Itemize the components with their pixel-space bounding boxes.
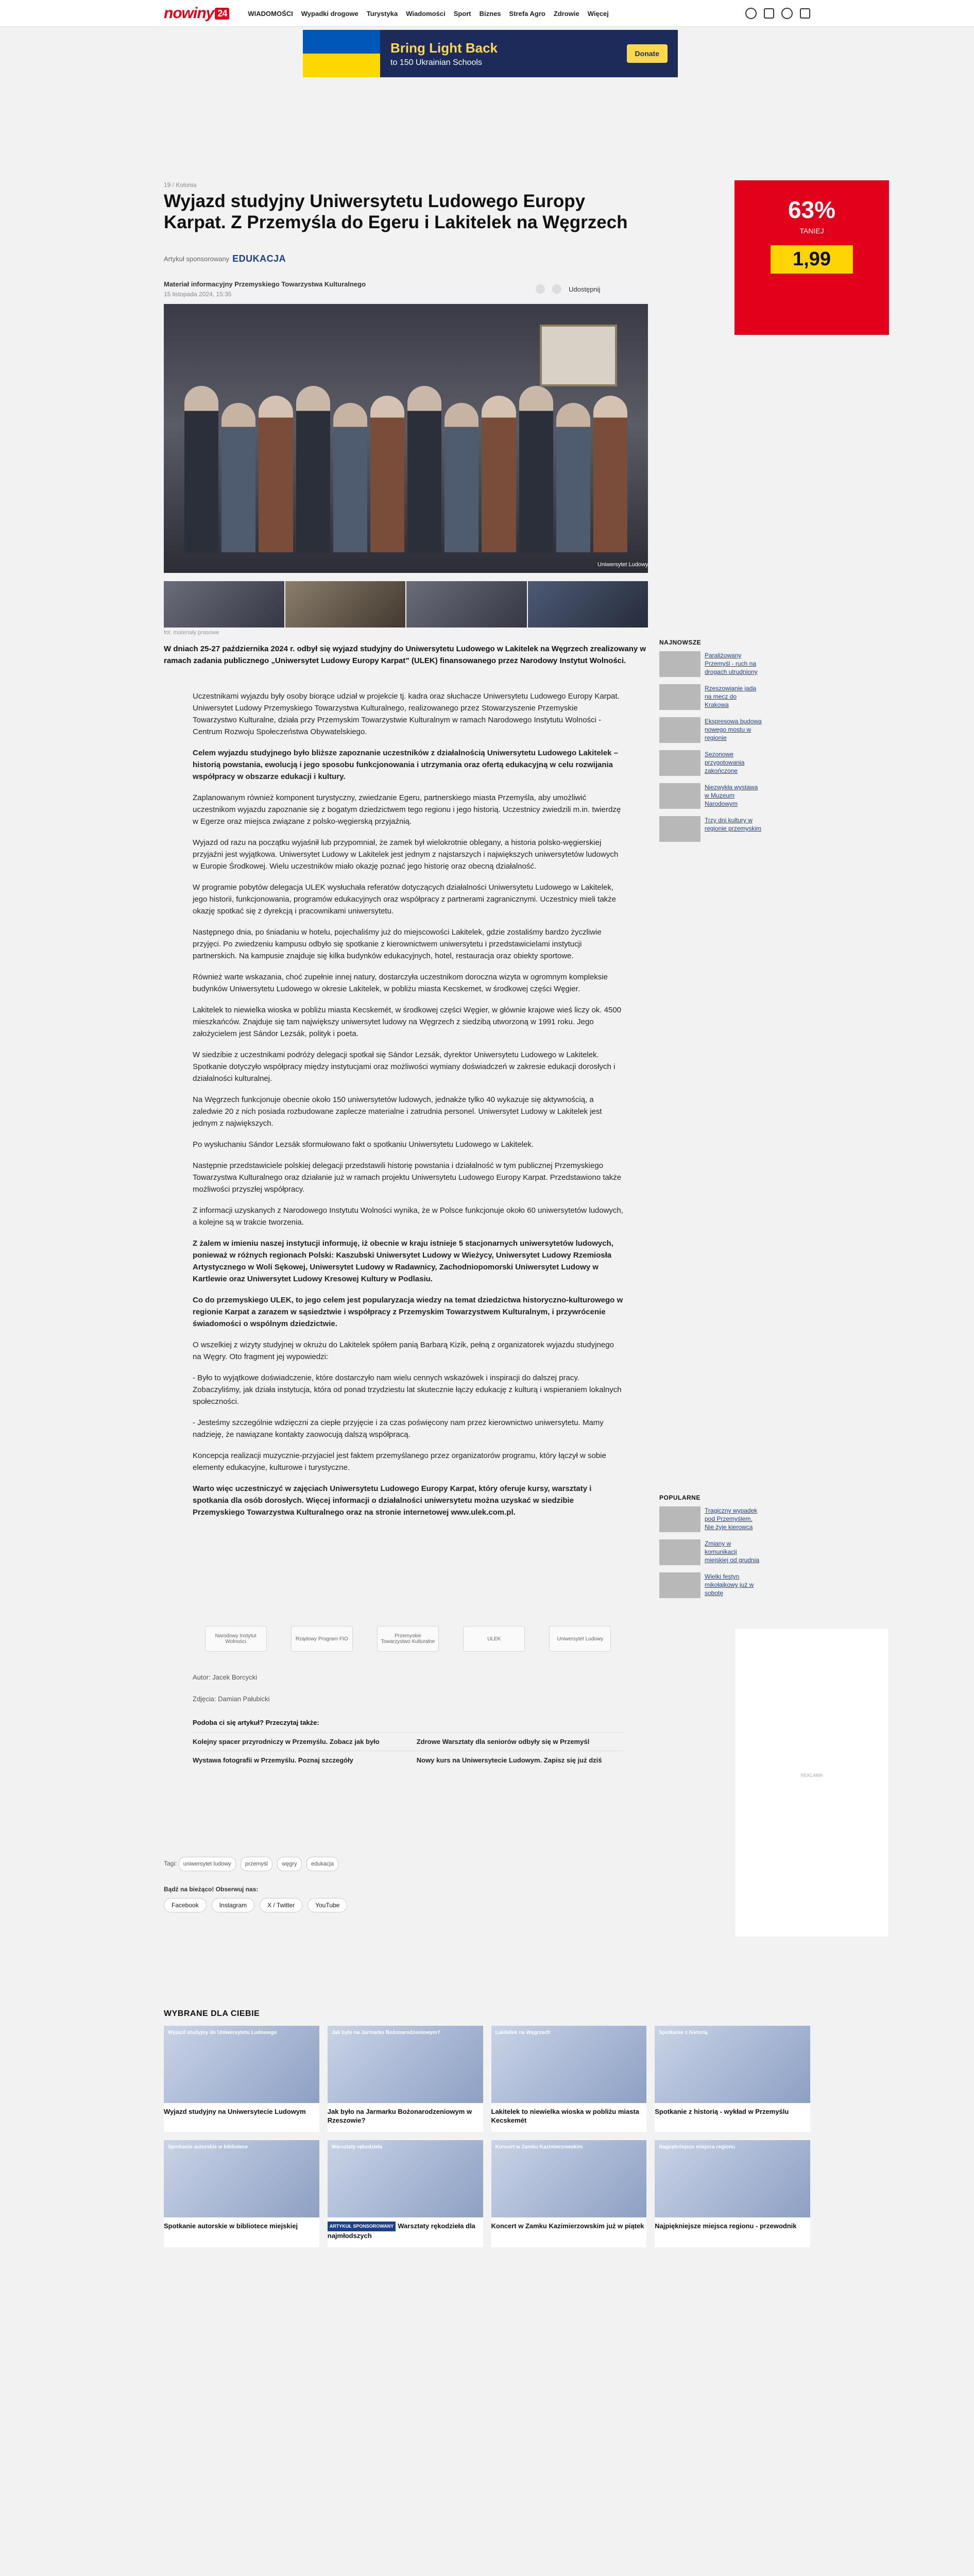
nav-item[interactable]: Sport	[453, 9, 471, 18]
nav-item[interactable]: Biznes	[479, 9, 501, 18]
partner-logo: Przemyskie Towarzystwo Kulturalne	[377, 1626, 439, 1652]
person-figure	[556, 403, 590, 552]
twitter-button[interactable]: X / Twitter	[260, 1898, 302, 1912]
paragraph: Zaplanowanym również komponent turystyczny, zwiedzanie Egeru, partnerskiego miasta Przemyśla, aby umożliwić uczestnikom wyjazdu zapoznanie się z bogatym dziedzictwem tego regionu i jego historią. Uczestnicy zwiedzili m.in. twierdzę w Egerze oraz miejsca związane z polsko-węgierską przyjaźnią.	[193, 793, 621, 826]
photo-credit: Zdjęcia: Damian Pałubicki	[193, 1695, 270, 1703]
gallery-thumbnail[interactable]	[285, 581, 406, 628]
recommended-card[interactable]	[655, 2140, 810, 2247]
card-image	[655, 2026, 810, 2103]
breadcrumb[interactable]: 19 / Kolonia	[164, 181, 197, 189]
card-title[interactable]: Spotkanie z historią - wykład w Przemyślu	[655, 2108, 789, 2115]
person-figure	[519, 386, 553, 552]
gallery-thumbnail[interactable]	[528, 581, 648, 628]
thumbnail-image	[659, 1572, 700, 1598]
thumbnail-image	[659, 684, 700, 710]
sidebar-latest-link[interactable]: Rzeszowianie jadą na mecz do Krakowa	[705, 685, 757, 708]
paragraph: O wszelkiej z wizyty studyjnej w okrużu do Lakitelek spółem panią Barbarą Kizik, pełną z organizatorek wyjazdu studyjnego na Węgry. Oto fragment jej wypowiedzi:	[193, 1341, 614, 1361]
nav-item[interactable]: Wypadki drogowe	[301, 9, 358, 18]
site-logo-text: nowiny	[164, 5, 214, 22]
byline	[164, 253, 286, 264]
recommended-title: WYBRANE DLA CIEBIE	[164, 2009, 260, 2018]
card-title[interactable]: Lakitelek to niewielka wioska w pobliżu miasta Kecskemét	[491, 2108, 640, 2124]
card-image	[491, 2026, 647, 2103]
paragraph: Następnie przedstawiciele polskiej delegacji przedstawili historię powstania i działalność w tym publicznej Przemyskiego Towarzystwa Kulturalnego oraz działanie już w ramach projektu Uniwersytetu Ludowego Europy Karpat. Przedstawiono także możliwości przyszłej współpracy.	[193, 1161, 622, 1194]
card-title-text: Warsztaty rękodzieła dla najmłodszych	[327, 2222, 475, 2240]
partner-logo: Uniwersytet Ludowy	[549, 1626, 611, 1652]
partner-logo: Narodowy Instytut Wolności	[205, 1626, 267, 1652]
hero-caption: Uniwersytet Ludowy	[597, 562, 648, 568]
site-logo-number: 24	[215, 8, 229, 20]
thumbnail-image	[659, 651, 700, 677]
sidebar-latest-item[interactable]	[659, 783, 762, 809]
related-row	[193, 1751, 623, 1769]
related-head: Podoba ci się artykuł? Przeczytaj także:	[193, 1719, 319, 1726]
sidebar-popular-item[interactable]	[659, 1506, 762, 1532]
card-image	[164, 2026, 319, 2103]
person-figure	[407, 386, 441, 552]
hero-credit: fot. materiały prasowe	[164, 630, 219, 636]
sidebar-popular-link[interactable]: Wielki festyn mikołajkowy już w sobotę	[705, 1573, 754, 1597]
card-title[interactable]: Spotkanie autorskie w bibliotece miejskiej	[164, 2222, 298, 2230]
menu-icon[interactable]	[800, 8, 810, 19]
card-title[interactable]	[328, 2217, 483, 2247]
sidebar-popular-item[interactable]	[659, 1572, 762, 1598]
ad-label: REKLAMA	[800, 1773, 823, 1778]
sidebar-popular-link[interactable]: Zmiany w komunikacji miejskiej od grudnia	[705, 1540, 760, 1564]
card-image	[328, 2140, 483, 2217]
card-title[interactable]: Najpiękniejsze miejsca regionu - przewodnik	[655, 2222, 797, 2230]
social-buttons	[164, 1898, 347, 1912]
nav-item[interactable]: Strefa Agro	[509, 9, 545, 18]
paragraph: Wyjazd od razu na początku wyjaśnił lub przypomniał, że zamek był wielokrotnie oblegany, a historia polsko-węgierskiej przyjaźni jest wyjątkowa. Uniwersytet Ludowy w Lakitelek jest jednym z najstarszych i największych uniwersytetów ludowych w Europie Środkowej. Wielu uczestników miało okazję poznać jego historię oraz obecną działalność.	[193, 838, 619, 871]
paragraph: Następnego dnia, po śniadaniu w hotelu, pojechaliśmy już do miejscowości Lakitelek, gdzie zostaliśmy bardzo życzliwie przyjęci. Po zwiedzeniu kampusu odbyło się spotkanie z kierownictwem uniwersytetu i przedstawicielami instytucji partnerskich. Na kampusie znajduje się kilka budynków edukacyjnych, hotel, restauracja oraz obiekty sportowe.	[193, 928, 602, 960]
sidebar-popular-link[interactable]: Tragiczny wypadek pod Przemyślem. Nie żyje kierowca	[705, 1507, 758, 1531]
card-title[interactable]: Jak było na Jarmarku Bożonarodzeniowym w Rzeszowie?	[327, 2108, 472, 2124]
person-figure	[184, 386, 218, 552]
instagram-button[interactable]: Instagram	[212, 1898, 254, 1912]
ukraine-flag-image	[303, 30, 380, 77]
thumbnail-image	[659, 816, 700, 842]
card-image-label: Warsztaty rękodzieła	[331, 2144, 383, 2150]
thumbnail-image	[659, 783, 700, 809]
main-nav	[248, 10, 608, 18]
related-row	[193, 1732, 623, 1751]
person-figure	[296, 386, 330, 552]
sidebar-latest-item[interactable]	[659, 684, 762, 710]
top-navigation-inner	[164, 0, 810, 27]
tag-chip[interactable]: uniwersytet ludowy	[179, 1857, 236, 1871]
comment-icon[interactable]	[552, 284, 561, 294]
card-image	[164, 2140, 319, 2217]
recommended-card[interactable]	[328, 2140, 483, 2247]
thumbnail-image	[659, 1506, 700, 1532]
header-icons	[745, 8, 810, 19]
hero-sign-board	[540, 325, 617, 386]
tag-chip[interactable]: węgry	[277, 1857, 301, 1871]
sidebar-latest-link[interactable]: Ekspresowa budowa nowego mostu w regionie	[705, 718, 762, 741]
card-image-label: Spotkanie z historią	[659, 2030, 708, 2036]
nav-item[interactable]: Turystyka	[366, 9, 398, 18]
person-figure	[370, 396, 404, 552]
card-image-label: Jak było na Jarmarku Bożonarodzeniowym?	[331, 2030, 440, 2036]
sidebar-latest-item[interactable]	[659, 717, 762, 743]
tag-chip[interactable]: przemyśl	[241, 1857, 272, 1871]
sidebar-latest-list	[659, 639, 762, 849]
ad-price: 1,99	[771, 245, 853, 274]
card-image-label: Najpiękniejsze miejsca regionu	[659, 2144, 736, 2150]
site-logo[interactable]	[164, 5, 229, 22]
paragraph: Lakitelek to niewielka wioska w pobliżu miasta Kecskemét, w środkowej części Węgier, w głównie krajowe wieś liczy ok. 4500 mieszkańców. Znajduje się tam największy uniwersytet ludowy na Węgrzech z siedzibą utworzoną w 1991 roku. Jego założycielem jest Sándor Lezsák, polityk i poeta.	[193, 1006, 622, 1038]
ad-donate-button[interactable]: Donate	[627, 44, 668, 63]
sidebar-latest-item[interactable]	[659, 816, 762, 842]
paragraph: - Jesteśmy szczególnie wdzięczni za ciepłe przyjęcie i za czas poświęcony nam przez kierownictwo uniwersytetu. Mamy nadzieję, że nawiązane kontakty zaowocują dalszą współpracą.	[193, 1418, 604, 1439]
article-lead: W dniach 25-27 października 2024 r. odbył się wyjazd studyjny do Uniwersytetu Ludowego w Lakitelek na Węgrzech zrealizowany w ramach zadania publicznego „Uniwersytet Ludowy Europy Karpat” (ULEK) finansowanego przez Narodowy Instytut Wolności.	[164, 645, 646, 665]
bell-icon[interactable]	[764, 8, 774, 19]
recommended-card[interactable]	[164, 2026, 319, 2132]
user-icon[interactable]	[745, 8, 757, 19]
thumbnail-image	[659, 1539, 700, 1565]
nav-item[interactable]: Wiadomości	[406, 9, 446, 18]
paragraph: W programie pobytów delegacja ULEK wysłuchała referatów dotyczących działalności Uniwersytetu Ludowego w Lakitelek, jego historii, funkcjonowania, programów edukacyjnych oraz współpracy z partnerami zagranicznymi. Uczestnicy mieli także okazję spotkać się z dyrekcją i pracownikami uniwersytetu.	[193, 883, 617, 916]
byline-prefix: Artykuł sponsorowany	[164, 255, 230, 263]
paragraph: Warto więc uczestniczyć w zajęciach Uniwersytetu Ludowego Europy Karpat, który oferuje kursy, warsztaty i spotkania dla osób dorosłych. Więcej informacji o działalności uniwersytetu można uzyskać w siedzibie Przemyskiego Towarzystwa Kulturalnego oraz na stronie internetowej www.ulek.com.pl.	[193, 1484, 592, 1517]
card-image-label: Lakitelek na Węgrzech	[495, 2030, 551, 2036]
article-title: Wyjazd studyjny Uniwersytetu Ludowego Europy Karpat. Z Przemyśla do Egeru i Lakitelek na Węgrzech	[164, 191, 628, 232]
share-button[interactable]: Udostępnij	[569, 285, 601, 293]
card-title[interactable]: Koncert w Zamku Kazimierzowskim już w piątek	[491, 2222, 644, 2230]
person-figure	[259, 396, 293, 552]
related-link[interactable]: Wystawa fotografii w Przemyślu. Poznaj szczegóły	[193, 1756, 353, 1764]
nav-item[interactable]: WIADOMOŚCI	[248, 9, 293, 18]
nav-item[interactable]: Zdrowie	[553, 9, 579, 18]
sidebar-popular-item[interactable]	[659, 1539, 762, 1565]
nav-item[interactable]: Więcej	[587, 9, 609, 18]
ad-discount-label: TANIEJ	[799, 227, 824, 235]
right-sidebar-ad[interactable]	[734, 180, 889, 335]
article-date: 15 listopada 2024, 15:35	[164, 291, 232, 298]
ad-discount: 63%	[788, 196, 836, 223]
follow-label: Bądź na bieżąco! Obserwuj nas:	[164, 1886, 259, 1893]
thumbnail-image	[659, 750, 700, 776]
ad-title: Bring Light Back	[390, 40, 498, 56]
person-figure	[482, 396, 516, 552]
partner-logo: Rządowy Program FIO	[291, 1626, 353, 1652]
sidebar-latest-item[interactable]	[659, 750, 762, 776]
recommended-grid	[164, 2026, 810, 2247]
paragraph: W siedzibie z uczestnikami podróży delegacji spotkał się Sándor Lezsák, dyrektor Uniwersytetu Ludowego w Lakitelek. Spotkanie dotyczyło współpracy między instytucjami oraz możliwości wymiany doświadczeń w zakresie edukacji dorosłych i działalności kulturalnej.	[193, 1050, 616, 1083]
top-navigation-bar	[0, 0, 974, 27]
person-figure	[593, 396, 627, 552]
recommended-card[interactable]	[328, 2026, 483, 2132]
hero-image[interactable]	[164, 304, 648, 573]
tags-label: Tagi:	[164, 1860, 177, 1867]
sidebar-ad-slot[interactable]	[734, 1628, 889, 1937]
sidebar-popular-list	[659, 1494, 762, 1605]
card-image-label: Koncert w Zamku Kazimierzowskim	[495, 2144, 583, 2150]
byline-brand[interactable]: EDUKACJA	[232, 253, 286, 264]
recommended-card[interactable]	[164, 2140, 319, 2247]
paragraph: Również warte wskazania, choć zupełnie innej natury, dostarczyła uczestnikom doroczna wizyta w ogromnym kompleksie budynków Uniwersytetu Ludowego w okresie Lakitelek, w pobliżu miasta Kecskemet, w środkowej części Węgier.	[193, 973, 608, 993]
sidebar-latest-link[interactable]: Paraliżowany Przemyśl - ruch na drogach utrudniony	[705, 652, 758, 675]
paragraph: - Było to wyjątkowe doświadczenie, które dostarczyło nam wielu cennych wskazówek i inspiracji do dalszej pracy. Zobaczyliśmy, jak działa instytucja, która od ponad trzydziestu lat skutecznie łączy edukację z kulturą i wspieraniem lokalnych społeczności.	[193, 1374, 622, 1406]
person-figure	[221, 403, 255, 552]
card-image	[491, 2140, 647, 2217]
sidebar-latest-heading: NAJNOWSZE	[659, 639, 702, 646]
top-banner-ad[interactable]	[303, 30, 678, 77]
tag-chip[interactable]: edukacja	[306, 1857, 338, 1871]
sidebar-popular-heading: POPULARNE	[659, 1494, 700, 1501]
article-source: Materiał informacyjny Przemyskiego Towarzystwa Kulturalnego	[164, 280, 366, 288]
paragraph: Co do przemyskiego ULEK, to jego celem jest popularyzacja wiedzy na temat dziedzictwa historyczno-kulturowego w regionie Karpat a zarazem w sąsiedztwie i współpracy z Przemyskim Towarzystwem Kulturalnym, i przywrócenie świadomości o wspólnym dziedzictwie.	[193, 1296, 623, 1328]
card-image-label: Spotkanie autorskie w bibliotece	[168, 2144, 248, 2150]
related-link[interactable]: Zdrowe Warsztaty dla seniorów odbyły się w Przemyśl	[416, 1738, 590, 1745]
paragraph: Na Węgrzech funkcjonuje obecnie około 150 uniwersytetów ludowych, jednakże tylko 40 wykazuje się aktywnością, a zaledwie 20 z nich posiada rozbudowane zaplecze materialne i zatrudnia personel. Uniwersytet Ludowy w Lakitelek jest jednym z największych.	[193, 1095, 602, 1128]
gallery-thumbnail[interactable]	[406, 581, 527, 628]
sidebar-latest-link[interactable]: Trzy dni kultury w regionie przemyskim	[705, 817, 762, 832]
sidebar-latest-link[interactable]: Sezonowe przygotowania zakończone	[705, 751, 745, 774]
ad-text	[380, 40, 508, 67]
partner-logo: ULEK	[463, 1626, 525, 1652]
youtube-button[interactable]: YouTube	[307, 1898, 347, 1912]
author-label: Autor: Jacek Borcycki	[193, 1673, 257, 1681]
thumbnail-image	[659, 717, 700, 743]
gallery-thumbnails	[164, 581, 648, 628]
article-body	[193, 690, 623, 1528]
card-image	[655, 2140, 810, 2217]
paragraph: Uczestnikami wyjazdu były osoby biorące udział w projekcie tj. kadra oraz słuchacze Uniwersytetu Ludowego Europy Karpat. Uniwersytet Ludowy Przemyskiego Towarzystwa Kulturalnego, realizowanego przez Stowarzyszenie Przemyskie Towarzystwo Kulturalne, działa przy Przemyskim Towarzystwie Kulturalnym w ramach Narodowego Instytutu Wolności - Centrum Rozwoju Społeczeństwa Obywatelskiego.	[193, 692, 620, 736]
related-links	[193, 1732, 623, 1769]
recommended-section	[164, 2009, 810, 2247]
person-figure	[445, 403, 479, 552]
share-row	[536, 284, 600, 294]
paragraph: Z żalem w imieniu naszej instytucji informuję, iż obecnie w kraju istnieje 5 stacjonarnych uniwersytetów ludowych, ponieważ w różnych regionach Polski: Kaszubski Uniwersytet Ludowy w Wieżycy, Uniwersytet Ludowy Rzemiosła Artystycznego w Woli Sękowej, Uniwersytet Ludowy w Radawnicy, Zachodniopomorski Uniwersytet Ludowy w Kartlewie oraz Uniwersytet Ludowy Kresowej Kultury w Podlasiu.	[193, 1239, 613, 1283]
person-figure	[333, 403, 367, 552]
sponsored-badge: ARTYKUŁ SPONSOROWANY	[328, 2222, 396, 2231]
search-icon[interactable]	[781, 8, 793, 19]
ad-subtitle: to 150 Ukrainian Schools	[390, 58, 482, 67]
paragraph: Koncepcja realizacji muzycznie-przyjaciel jest faktem przemyślanego przez organizatorów programu, który łączył w sobie elementy edukacyjne, kulturowe i turystyczne.	[193, 1451, 606, 1472]
facebook-button[interactable]: Facebook	[164, 1898, 207, 1912]
partner-logos	[193, 1621, 623, 1657]
sidebar-latest-link[interactable]: Niezwykła wystawa w Muzeum Narodowym	[705, 784, 758, 807]
card-title[interactable]: Wyjazd studyjny na Uniwersytecie Ludowym	[164, 2108, 306, 2115]
paragraph: Po wysłuchaniu Sándor Lezsák sformułowano fakt o spotkaniu Uniwersytetu Ludowego w Lakitelek.	[193, 1140, 534, 1149]
tags	[164, 1857, 648, 1871]
related-link[interactable]: Kolejny spacer przyrodniczy w Przemyślu. Zobacz jak było	[193, 1738, 380, 1745]
card-image	[328, 2026, 483, 2103]
sidebar-latest-item[interactable]	[659, 651, 762, 677]
recommended-card[interactable]	[491, 2026, 647, 2132]
hero-group-people	[184, 382, 627, 552]
paragraph: Z informacji uzyskanych z Narodowego Instytutu Wolności wynika, że w Polsce funkcjonuje około 60 uniwersytetów ludowych, a kolejne są w trakcie tworzenia.	[193, 1206, 623, 1227]
paragraph: Celem wyjazdu studyjnego było bliższe zapoznanie uczestników z działalnością Uniwersytetu Ludowego Lakitelek – historią powstania, ewolucją i jego sposobu funkcjonowania i utrzymania oraz ofertą edukacyjną w celu rozwijania współpracy w obszarze edukacji i kultury.	[193, 749, 619, 781]
recommended-card[interactable]	[491, 2140, 647, 2247]
recommended-card[interactable]	[655, 2026, 810, 2132]
card-image-label: Wyjazd studyjny do Uniwersytetu Ludowego	[168, 2030, 277, 2036]
bookmark-icon[interactable]	[536, 284, 545, 294]
gallery-thumbnail[interactable]	[164, 581, 284, 628]
related-link[interactable]: Nowy kurs na Uniwersytecie Ludowym. Zapisz się już dziś	[416, 1756, 602, 1764]
